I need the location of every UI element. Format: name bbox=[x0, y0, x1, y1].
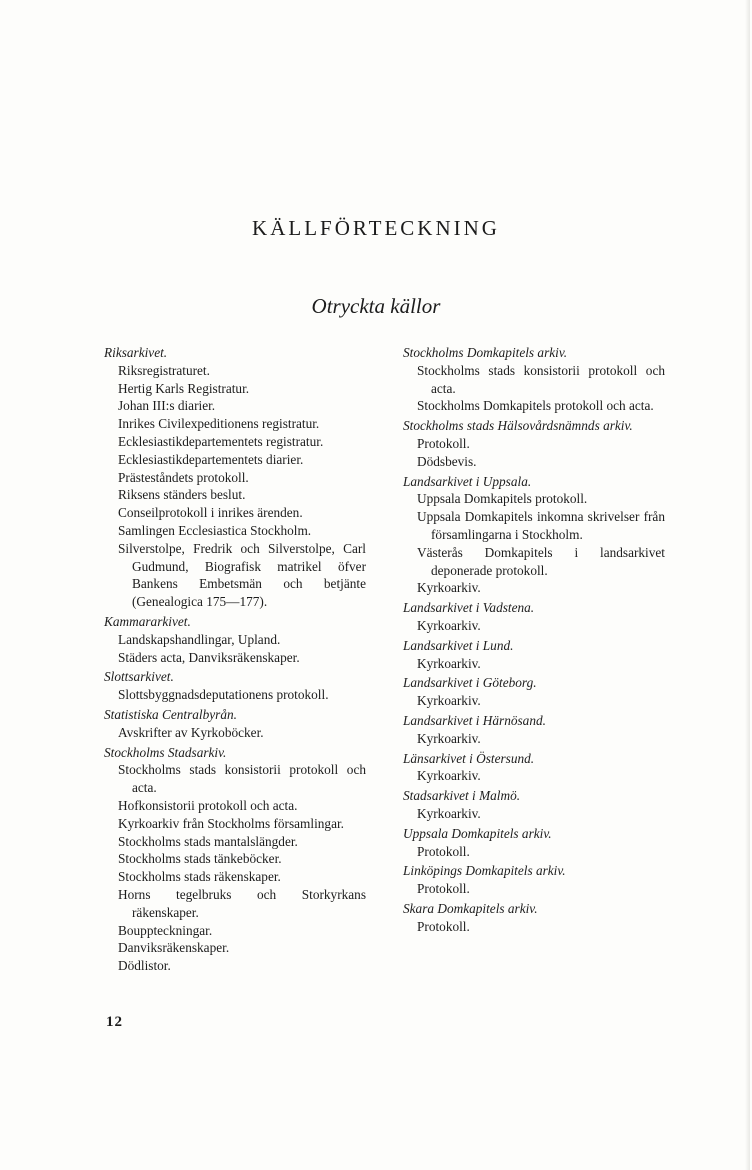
source-entry: Protokoll. bbox=[417, 435, 470, 451]
source-entry: Samlingen Ecclesiastica Stockholm. bbox=[118, 522, 312, 538]
right-column bbox=[403, 342, 665, 936]
source-entry: Kyrkoarkiv. bbox=[417, 768, 481, 784]
archive-heading: Linköpings Domkapitels arkiv. bbox=[403, 863, 566, 879]
archive-heading: Kammararkivet. bbox=[104, 613, 191, 629]
page-number: 12 bbox=[106, 1014, 123, 1030]
source-entry: Silverstolpe, Fredrik och Silverstolpe, Carl Gudmund, Biografisk matrikel öfver Bankens Embetsmän och betjänte (Genealogica 175—177). bbox=[118, 540, 366, 610]
archive-heading: Landsarkivet i Uppsala. bbox=[403, 473, 532, 489]
archive-heading: Stockholms Stadsarkiv. bbox=[104, 744, 227, 760]
source-entry: Inrikes Civilexpeditionens registratur. bbox=[118, 416, 320, 432]
source-entry: Kyrkoarkiv. bbox=[417, 805, 481, 821]
archive-heading: Uppsala Domkapitels arkiv. bbox=[403, 825, 552, 841]
source-entry: Landskapshandlingar, Upland. bbox=[118, 631, 281, 647]
source-entry: Stockholms Domkapitels protokoll och acta. bbox=[417, 398, 654, 414]
source-entry: Hofkonsistorii protokoll och acta. bbox=[118, 797, 298, 813]
source-entry: Dödlistor. bbox=[118, 958, 171, 974]
source-entry: Stockholms stads tänkeböcker. bbox=[118, 851, 282, 867]
source-entry: Protokoll. bbox=[417, 881, 470, 897]
source-entry: Stockholms stads räkenskaper. bbox=[118, 869, 281, 885]
source-entry: Stockholms stads mantalslängder. bbox=[118, 833, 298, 849]
source-entry: Johan III:s diarier. bbox=[118, 398, 216, 414]
archive-heading: Slottsarkivet. bbox=[104, 669, 174, 685]
source-entry: Stockholms stads konsistorii protokoll och acta. bbox=[118, 762, 366, 796]
source-entry: Hertig Karls Registratur. bbox=[118, 380, 250, 396]
page-title: KÄLLFÖRTECKNING bbox=[252, 216, 500, 240]
source-entry: Städers acta, Danviksräkenskaper. bbox=[118, 649, 300, 665]
source-entry: Conseilprotokoll i inrikes ärenden. bbox=[118, 505, 303, 521]
archive-heading: Landsarkivet i Göteborg. bbox=[403, 675, 537, 691]
source-entry: Danviksräkenskaper. bbox=[118, 940, 230, 956]
archive-heading: Landsarkivet i Härnösand. bbox=[403, 712, 546, 728]
archive-heading: Stockholms Domkapitels arkiv. bbox=[403, 345, 568, 360]
source-entry: Uppsala Domkapitels inkomna skrivelser från församlingarna i Stockholm. bbox=[417, 509, 665, 542]
archive-heading: Skara Domkapitels arkiv. bbox=[403, 900, 538, 916]
source-entry: Protokoll. bbox=[417, 918, 470, 934]
archive-heading: Länsarkivet i Östersund. bbox=[403, 750, 535, 766]
source-entry: Kyrkoarkiv. bbox=[417, 617, 481, 633]
archive-heading: Stockholms stads Hälsovårdsnämnds arkiv. bbox=[403, 418, 633, 434]
source-entry: Kyrkoarkiv. bbox=[417, 655, 481, 671]
page-edge bbox=[745, 0, 750, 1170]
archive-heading: Landsarkivet i Lund. bbox=[403, 637, 514, 653]
source-entry: Västerås Domkapitels i landsarkivet deponerade protokoll. bbox=[417, 544, 665, 578]
source-entry: Ecklesiastikdepartementets registratur. bbox=[118, 433, 324, 449]
source-entry: Kyrkoarkiv från Stockholms församlingar. bbox=[118, 815, 345, 831]
archive-heading: Stadsarkivet i Malmö. bbox=[403, 788, 521, 804]
source-entry: Kyrkoarkiv. bbox=[417, 693, 481, 709]
left-column bbox=[104, 342, 366, 975]
source-entry: Stockholms stads konsistorii protokoll och acta. bbox=[417, 362, 665, 396]
source-entry: Uppsala Domkapitels protokoll. bbox=[417, 491, 588, 507]
source-entry: Kyrkoarkiv. bbox=[417, 730, 481, 746]
source-entry: Riksens ständers beslut. bbox=[118, 487, 246, 503]
source-entry: Kyrkoarkiv. bbox=[417, 580, 481, 596]
source-entry: Dödsbevis. bbox=[417, 453, 477, 469]
source-entry: Bouppteckningar. bbox=[118, 922, 213, 938]
section-subtitle: Otryckta källor bbox=[311, 294, 441, 318]
archive-heading: Riksarkivet. bbox=[104, 345, 168, 360]
source-entry: Riksregistraturet. bbox=[118, 362, 210, 378]
source-entry: Prästeståndets protokoll. bbox=[118, 469, 249, 485]
source-entry: Ecklesiastikdepartementets diarier. bbox=[118, 451, 304, 467]
archive-heading: Statistiska Centralbyrån. bbox=[104, 706, 237, 722]
source-entry: Slottsbyggnadsdeputationens protokoll. bbox=[118, 687, 329, 703]
source-entry: Horns tegelbruks och Storkyrkans räkenskaper. bbox=[118, 886, 366, 920]
source-entry: Avskrifter av Kyrkoböcker. bbox=[118, 724, 264, 740]
source-entry: Protokoll. bbox=[417, 843, 470, 859]
archive-heading: Landsarkivet i Vadstena. bbox=[403, 600, 535, 616]
